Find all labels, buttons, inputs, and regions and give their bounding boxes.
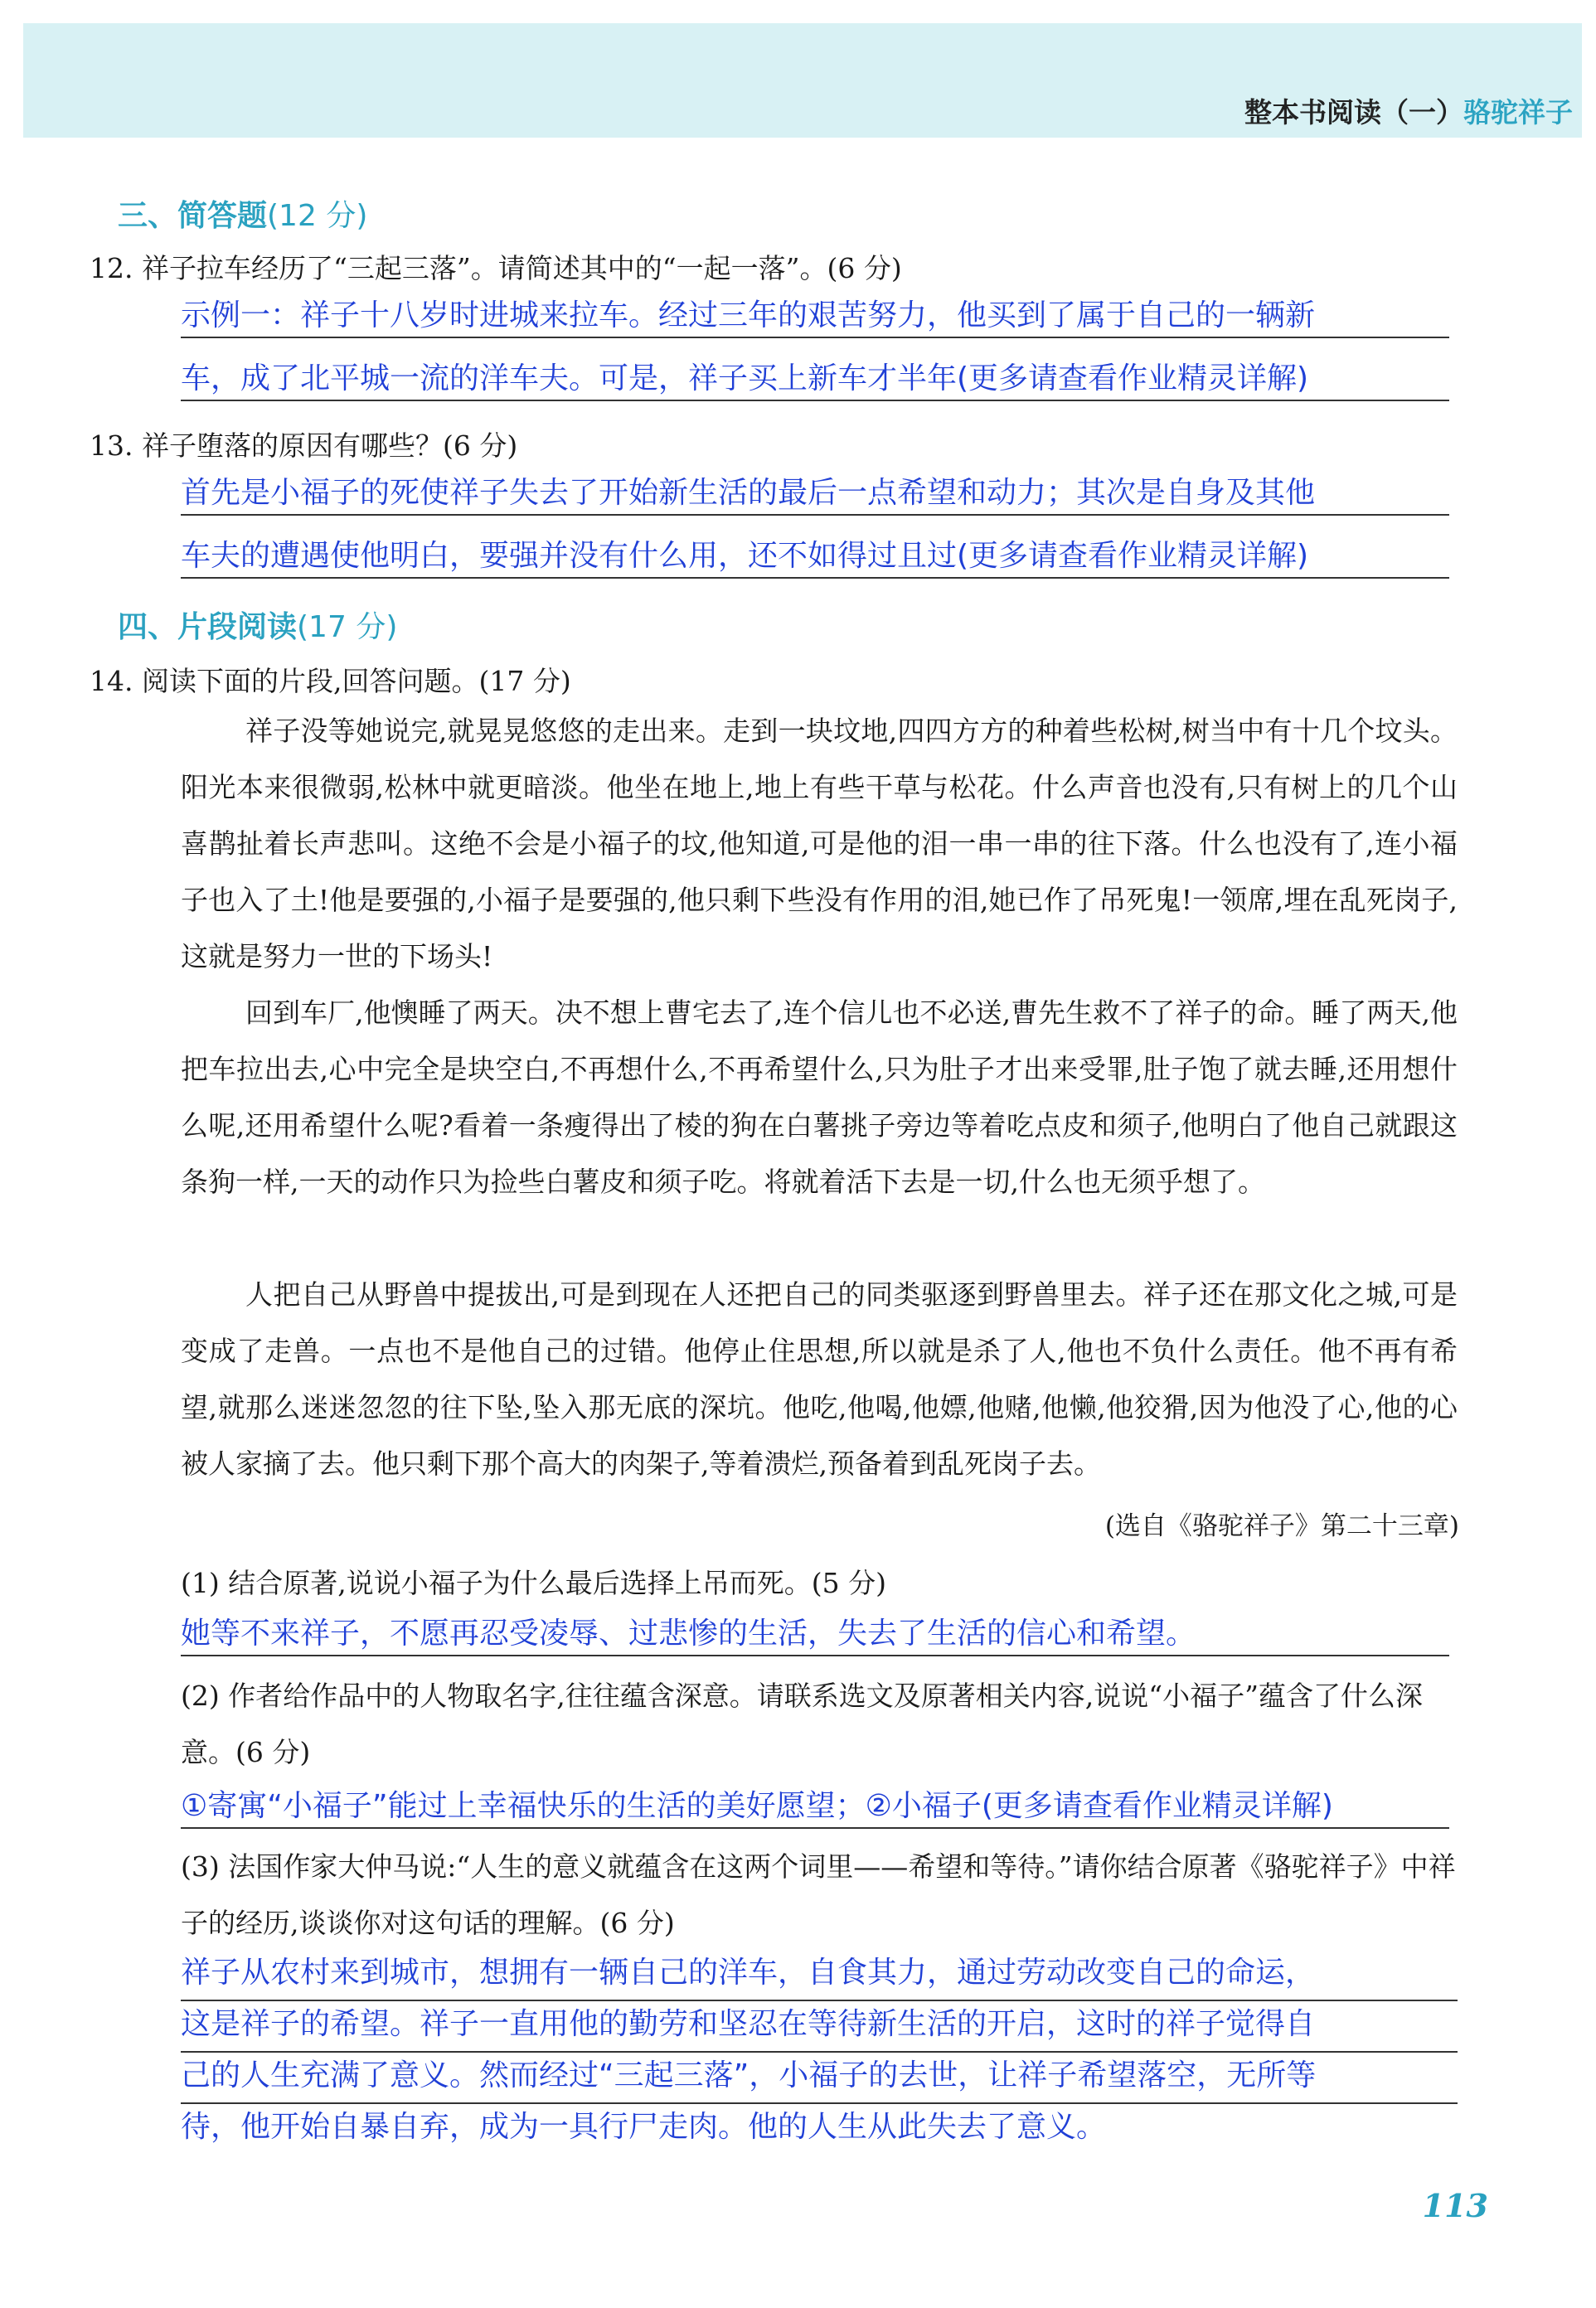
sub-answer-2: ①寄寓“小福子”能过上幸福快乐的生活的美好愿望；②小福子(更多请查看作业精灵详解) [181, 1782, 1449, 1829]
sub-answer-3 [181, 1950, 1458, 2154]
sub-answer-1: 她等不来祥子，不愿再忍受凌辱、过悲惨的生活，失去了生活的信心和希望。 [181, 1610, 1449, 1656]
page-number: 113 [1422, 2187, 1488, 2224]
question-12: 12. 祥子拉车经历了“三起三落”。请简述其中的“一起一落”。(6 分) [90, 252, 902, 284]
sub-answer-3-line: 己的人生充满了意义。然而经过“三起三落”，小福子的去世，让祥子希望落空，无所等 [181, 2053, 1458, 2104]
sub-answer-3-line: 待，他开始自暴自弃，成为一具行尸走肉。他的人生从此失去了意义。 [181, 2110, 1107, 2144]
header-title: 整本书阅读（一） [1244, 96, 1463, 128]
question-14: 14. 阅读下面的片段,回答问题。(17 分) [90, 665, 571, 697]
passage-paragraph-3: 人把自己从野兽中提拔出,可是到现在人还把自己的同类驱逐到野兽里去。祥子还在那文化之城,可是变成了走兽。一点也不是他自己的过错。他停止住思想,所以就是杀了人,他也不负什么责任。他不再有希望,就那么迷迷忽忽的往下坠,坠入那无底的深坑。他吃,他喝,他嫖,他赌,他懒,他狡猾,因为他没了心,他的心被人家摘了去。他只剩下那个高大的肉架子,等着溃烂,预备着到乱死岗子去。 [181, 1278, 1458, 1480]
section-score: (17 分) [297, 610, 398, 644]
answer-13-line-1: 首先是小福子的死使祥子失去了开始新生活的最后一点希望和动力；其次是自身及其他 [181, 469, 1449, 516]
sub-question-1: (1) 结合原著,说说小福子为什么最后选择上吊而死。(5 分) [181, 1567, 886, 1599]
answer-12-line-1: 示例一：祥子十八岁时进城来拉车。经过三年的艰苦努力，他买到了属于自己的一辆新 [181, 292, 1449, 338]
section-heading-4 [118, 604, 397, 646]
section-heading-3 [118, 192, 367, 235]
passage-source: (选自《骆驼祥子》第二十三章) [1104, 1511, 1459, 1541]
sub-question-2: (2) 作者给作品中的人物取名字,往往蕴含深意。请联系选文及原著相关内容,说说“小福子”蕴含了什么深意。(6 分) [181, 1680, 1423, 1768]
section-title: 三、简答题 [118, 199, 268, 233]
passage-paragraph-1: 祥子没等她说完,就晃晃悠悠的走出来。走到一块坟地,四四方方的种着些松树,树当中有十几个坟头。阳光本来很微弱,松林中就更暗淡。他坐在地上,地上有些干草与松花。什么声音也没有,只有树上的几个山喜鹊扯着长声悲叫。这绝不会是小福子的坟,他知道,可是他的泪一串一串的往下落。什么也没有了,连小福子也入了土!他是要强的,小福子是要强的,他只剩下些没有作用的泪,她已作了吊死鬼!一领席,埋在乱死岗子,这就是努力一世的下场头! [181, 715, 1458, 972]
sub-question-3: (3) 法国作家大仲马说:“人生的意义就蕴含在这两个词里——希望和等待。”请你结合原著《骆驼祥子》中祥子的经历,谈谈你对这句话的理解。(6 分) [181, 1850, 1456, 1939]
answer-13-line-2: 车夫的遭遇使他明白，要强并没有什么用，还不如得过且过(更多请查看作业精灵详解) [181, 532, 1449, 579]
sub-answer-3-line: 这是祥子的希望。祥子一直用他的勤劳和坚忍在等待新生活的开启，这时的祥子觉得自 [181, 2001, 1458, 2053]
answer-12-line-2: 车，成了北平城一流的洋车夫。可是，祥子买上新车才半年(更多请查看作业精灵详解) [181, 355, 1449, 401]
section-title: 四、片段阅读 [118, 610, 298, 644]
sub-answer-3-line: 祥子从农村来到城市，想拥有一辆自己的洋车，自食其力，通过劳动改变自己的命运， [181, 1950, 1458, 2001]
section-score: (12 分) [267, 199, 368, 233]
header-subtitle: 骆驼祥子 [1463, 96, 1573, 128]
passage-paragraph-2: 回到车厂,他懊睡了两天。决不想上曹宅去了,连个信儿也不必送,曹先生救不了祥子的命。睡了两天,他把车拉出去,心中完全是块空白,不再想什么,不再希望什么,只为肚子才出来受罪,肚子饱了就去睡,还用想什么呢,还用希望什么呢?看着一条瘦得出了棱的狗在白薯挑子旁边等着吃点皮和须子,他明白了他自己就跟这条狗一样,一天的动作只为捡些白薯皮和须子吃。将就着活下去是一切,什么也无须乎想了。 [181, 996, 1458, 1198]
question-13: 13. 祥子堕落的原因有哪些？(6 分) [90, 429, 518, 462]
